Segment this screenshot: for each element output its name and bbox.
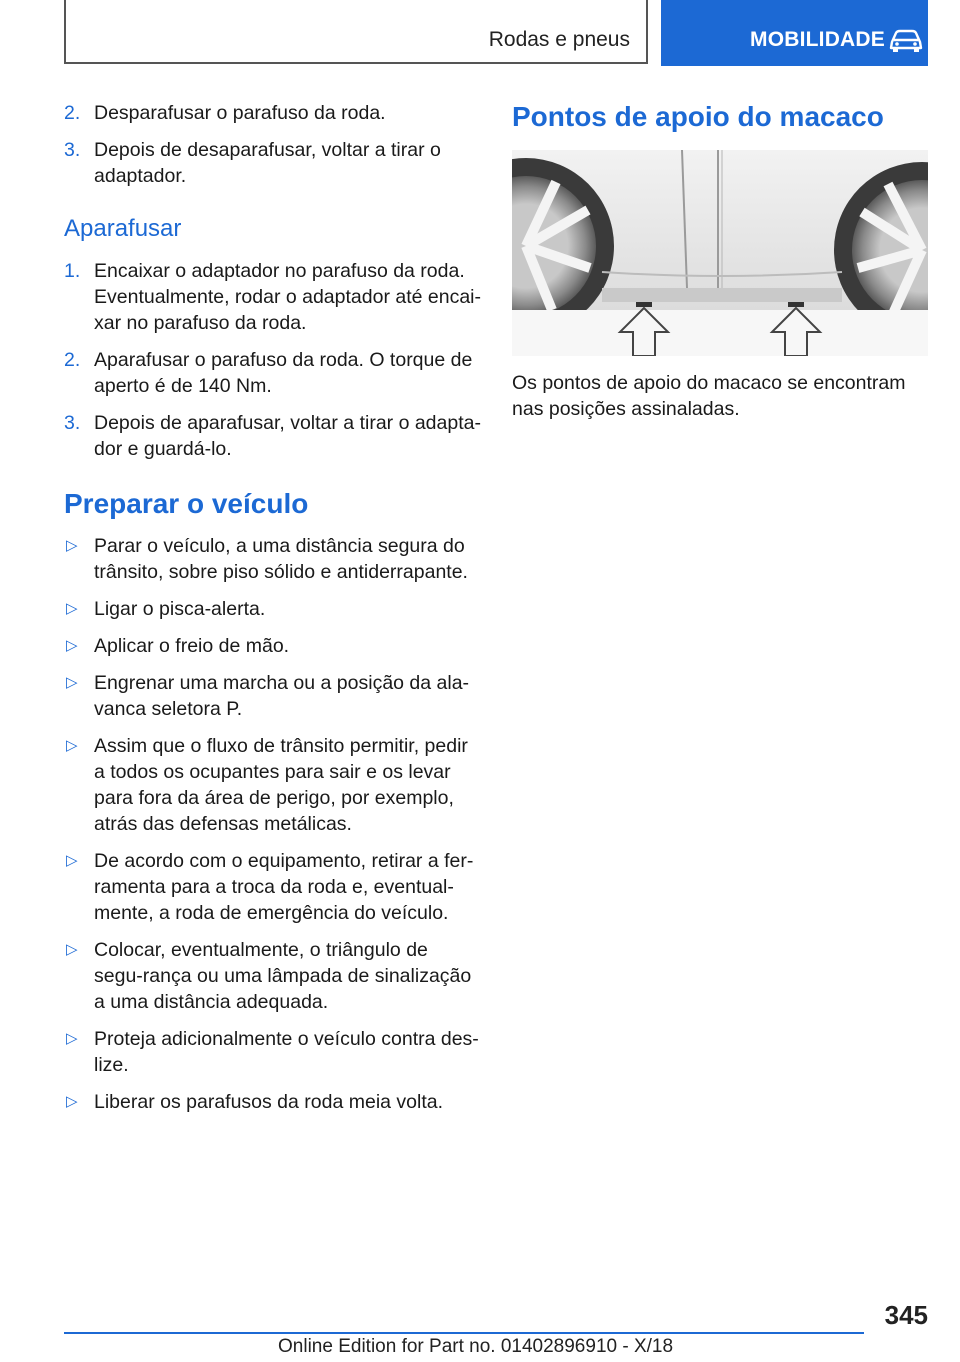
list-item	[64, 848, 482, 926]
step-number: 2.	[64, 102, 81, 124]
bullet-triangle-icon: ▷	[66, 737, 78, 754]
bullet-triangle-icon: ▷	[66, 637, 78, 654]
list-item-text: Proteja adicionalmente o veículo contra des-lize.	[94, 1028, 479, 1076]
list-item	[64, 1089, 482, 1115]
step-text: Desparafusar o parafuso da roda.	[94, 102, 386, 124]
list-item-text: Parar o veículo, a uma distância segura do trânsito, sobre piso sólido e antiderrapante.	[94, 535, 468, 583]
bullet-triangle-icon: ▷	[66, 1030, 78, 1047]
footer-divider	[64, 1332, 864, 1334]
step-number: 2.	[64, 349, 81, 371]
step-text: Encaixar o adaptador no parafuso da roda. Eventualmente, rodar o adaptador até encai-xar no parafuso da roda.	[94, 260, 482, 334]
jack-points-heading: Pontos de apoio do macaco	[512, 101, 884, 132]
step-text: Aparafusar o parafuso da roda. O torque de aperto é de 140 Nm.	[94, 349, 473, 397]
section-title: Rodas e pneus	[488, 28, 630, 51]
list-item-text: Engrenar uma marcha ou a posição da ala-vanca seletora P.	[94, 672, 470, 720]
step-item	[64, 347, 482, 399]
bullet-triangle-icon: ▷	[66, 1093, 78, 1110]
step-item	[64, 137, 482, 189]
header-box	[64, 0, 648, 64]
list-item-text: Aplicar o freio de mão.	[94, 635, 290, 657]
left-column	[64, 100, 482, 1126]
steps-continued	[64, 100, 482, 189]
list-item	[64, 1026, 482, 1078]
aparafusar-steps	[64, 258, 482, 462]
step-number: 3.	[64, 139, 81, 161]
chapter-title: MOBILIDADE	[750, 28, 885, 51]
list-item	[64, 533, 482, 585]
step-item	[64, 258, 482, 336]
list-item-text: De acordo com o equipamento, retirar a fer-ramenta para a troca da roda e, eventual-mente, a roda de emergência do veículo.	[94, 850, 474, 924]
aparafusar-heading: Aparafusar	[64, 215, 182, 242]
right-column	[512, 100, 928, 422]
preparar-heading: Preparar o veículo	[64, 488, 309, 519]
car-icon	[889, 28, 923, 52]
list-item-text: Colocar, eventualmente, o triângulo de segu-rança ou uma lâmpada de sinalização a uma distância adequada.	[94, 939, 472, 1013]
step-text: Depois de aparafusar, voltar a tirar o adapta-dor e guardá-lo.	[94, 412, 481, 460]
step-number: 1.	[64, 260, 81, 282]
page-header	[64, 0, 928, 66]
step-item	[64, 410, 482, 462]
jack-points-description: Os pontos de apoio do macaco se encontram nas posições assinaladas.	[512, 372, 906, 420]
list-item	[64, 937, 482, 1015]
page-number: 345	[884, 1300, 928, 1330]
bullet-triangle-icon: ▷	[66, 852, 78, 869]
bullet-triangle-icon: ▷	[66, 537, 78, 554]
list-item-text: Ligar o pisca-alerta.	[94, 598, 266, 620]
bullet-triangle-icon: ▷	[66, 941, 78, 958]
step-text: Depois de desaparafusar, voltar a tirar o adaptador.	[94, 139, 441, 187]
list-item-text: Assim que o fluxo de trânsito permitir, pedir a todos os ocupantes para sair e os levar para fora da área de perigo, por exemplo, atrás das defensas metálicas.	[94, 735, 468, 835]
step-item	[64, 100, 482, 126]
bullet-triangle-icon: ▷	[66, 600, 78, 617]
list-item	[64, 670, 482, 722]
preparar-list	[64, 533, 482, 1115]
list-item	[64, 733, 482, 837]
list-item	[64, 596, 482, 622]
footer-edition: Online Edition for Part no. 01402896910 - X/18	[278, 1336, 674, 1357]
step-number: 3.	[64, 412, 81, 434]
list-item	[64, 633, 482, 659]
jack-points-illustration	[512, 150, 928, 356]
list-item-text: Liberar os parafusos da roda meia volta.	[94, 1091, 444, 1113]
bullet-triangle-icon: ▷	[66, 674, 78, 691]
chapter-tab[interactable]	[661, 0, 928, 66]
